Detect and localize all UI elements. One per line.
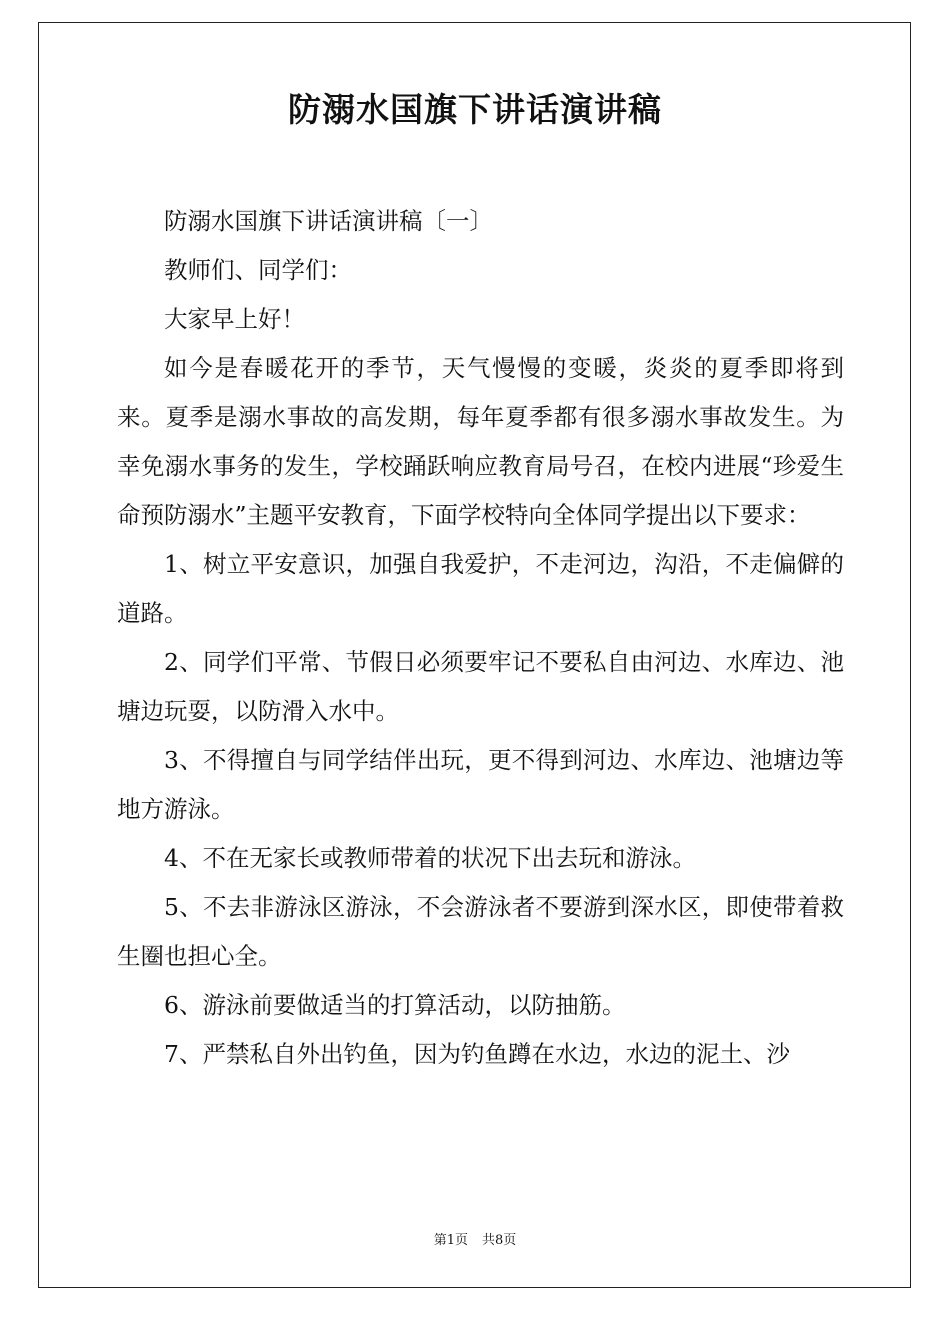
- paragraph-rule-2: 2、同学们平常、节假日必须要牢记不要私自由河边、水库边、池塘边玩耍，以防滑入水中。: [117, 648, 844, 725]
- page-number-total: 共8页: [482, 1233, 517, 1248]
- paragraph-heading: 防溺水国旗下讲话演讲稿〔一〕: [164, 207, 493, 235]
- page-footer: [0, 1232, 950, 1250]
- paragraph-rule-5: 5、不去非游泳区游泳，不会游泳者不要游到深水区，即使带着救生圈也担心全。: [117, 893, 844, 970]
- paragraph-salutation: 教师们、同学们：: [164, 256, 352, 284]
- paragraph-rule-6: 6、游泳前要做适当的打算活动，以防抽筋。: [164, 991, 626, 1019]
- paragraph-intro: 如今是春暖花开的季节，天气慢慢的变暖，炎炎的夏季即将到来。夏季是溺水事故的高发期，每年夏季都有很多溺水事故发生。为幸免溺水事务的发生，学校踊跃响应教育局号召，在校内进展“珍爱生命预防溺水”主题平安教育，下面学校特向全体同学提出以下要求：: [117, 354, 844, 529]
- document-title: 防溺水国旗下讲话演讲稿: [288, 90, 662, 129]
- document-body: [117, 197, 844, 1079]
- paragraph-rule-3: 3、不得擅自与同学结伴出玩，更不得到河边、水库边、池塘边等地方游泳。: [117, 746, 844, 823]
- paragraph-rule-1: 1、树立平安意识，加强自我爱护，不走河边，沟沿，不走偏僻的道路。: [117, 550, 844, 627]
- paragraph-rule-4: 4、不在无家长或教师带着的状况下出去玩和游泳。: [164, 844, 696, 872]
- paragraph-greeting: 大家早上好！: [164, 305, 305, 333]
- page-number-current: 第1页: [433, 1233, 468, 1248]
- paragraph-rule-7: 7、严禁私自外出钓鱼，因为钓鱼蹲在水边，水边的泥土、沙: [164, 1040, 790, 1068]
